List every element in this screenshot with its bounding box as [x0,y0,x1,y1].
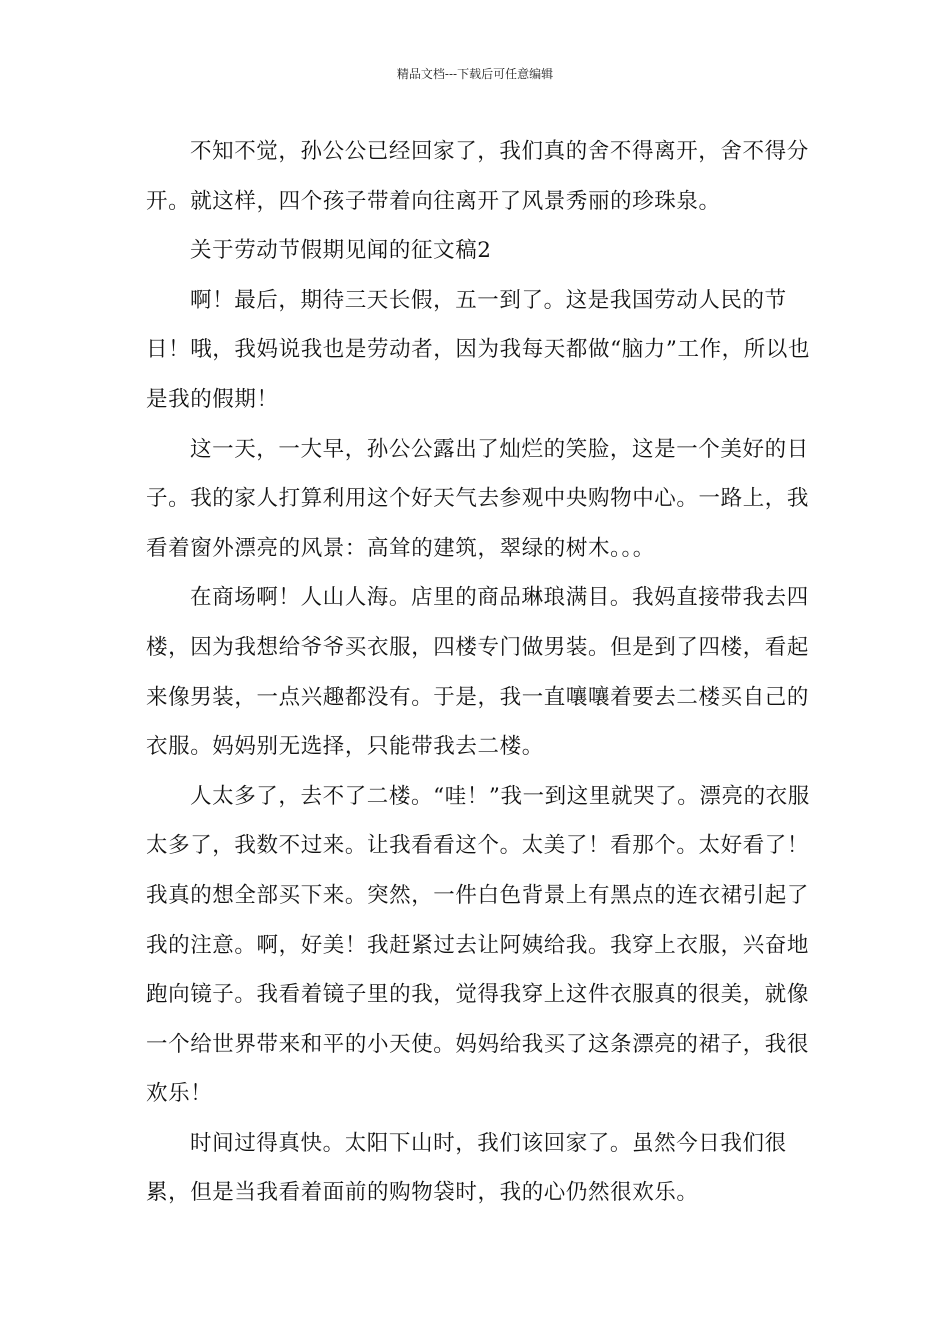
paragraph: 人太多了，去不了二楼。“哇！”我一到这里就哭了。漂亮的衣服太多了，我数不过来。让我看看这个。太美了！看那个。太好看了！我真的想全部买下来。突然，一件白色背景上有黑点的连衣裙引起了我的注意。啊，好美！我赶紧过去让阿姨给我。我穿上衣服，兴奋地跑向镜子。我看着镜子里的我，觉得我穿上这件衣服真的很美，就像一个给世界带来和平的小天使。妈妈给我买了这条漂亮的裙子，我很欢乐！ [146,783,810,1107]
page-header-note: 精品文档---下载后可任意编辑 [396,67,554,81]
paragraph: 时间过得真快。太阳下山时，我们该回家了。虽然今日我们很累，但是当我看着面前的购物袋时，我的心仍然很欢乐。 [146,1130,787,1206]
document-body [146,127,826,1218]
paragraph: 不知不觉，孙公公已经回家了，我们真的舍不得离开，舍不得分开。就这样，四个孩子带着向往离开了风景秀丽的珍珠泉。 [146,139,809,214]
paragraph: 这一天，一大早，孙公公露出了灿烂的笑脸，这是一个美好的日子。我的家人打算利用这个好天气去参观中央购物中心。一路上，我看着窗外漂亮的风景：高耸的建筑，翠绿的树木。。。 [146,436,810,561]
paragraph: 啊！最后，期待三天长假，五一到了。这是我国劳动人民的节日！哦，我妈说我也是劳动者，因为我每天都做“脑力”工作，所以也是我的假期！ [146,287,811,412]
section-title: 关于劳动节假期见闻的征文稿2 [190,238,492,264]
paragraph: 在商场啊！人山人海。店里的商品琳琅满目。我妈直接带我去四楼，因为我想给爷爷买衣服，四楼专门做男装。但是到了四楼，看起来像男装，一点兴趣都没有。于是，我一直嚷嚷着要去二楼买自己的衣服。妈妈别无选择，只能带我去二楼。 [146,585,810,760]
